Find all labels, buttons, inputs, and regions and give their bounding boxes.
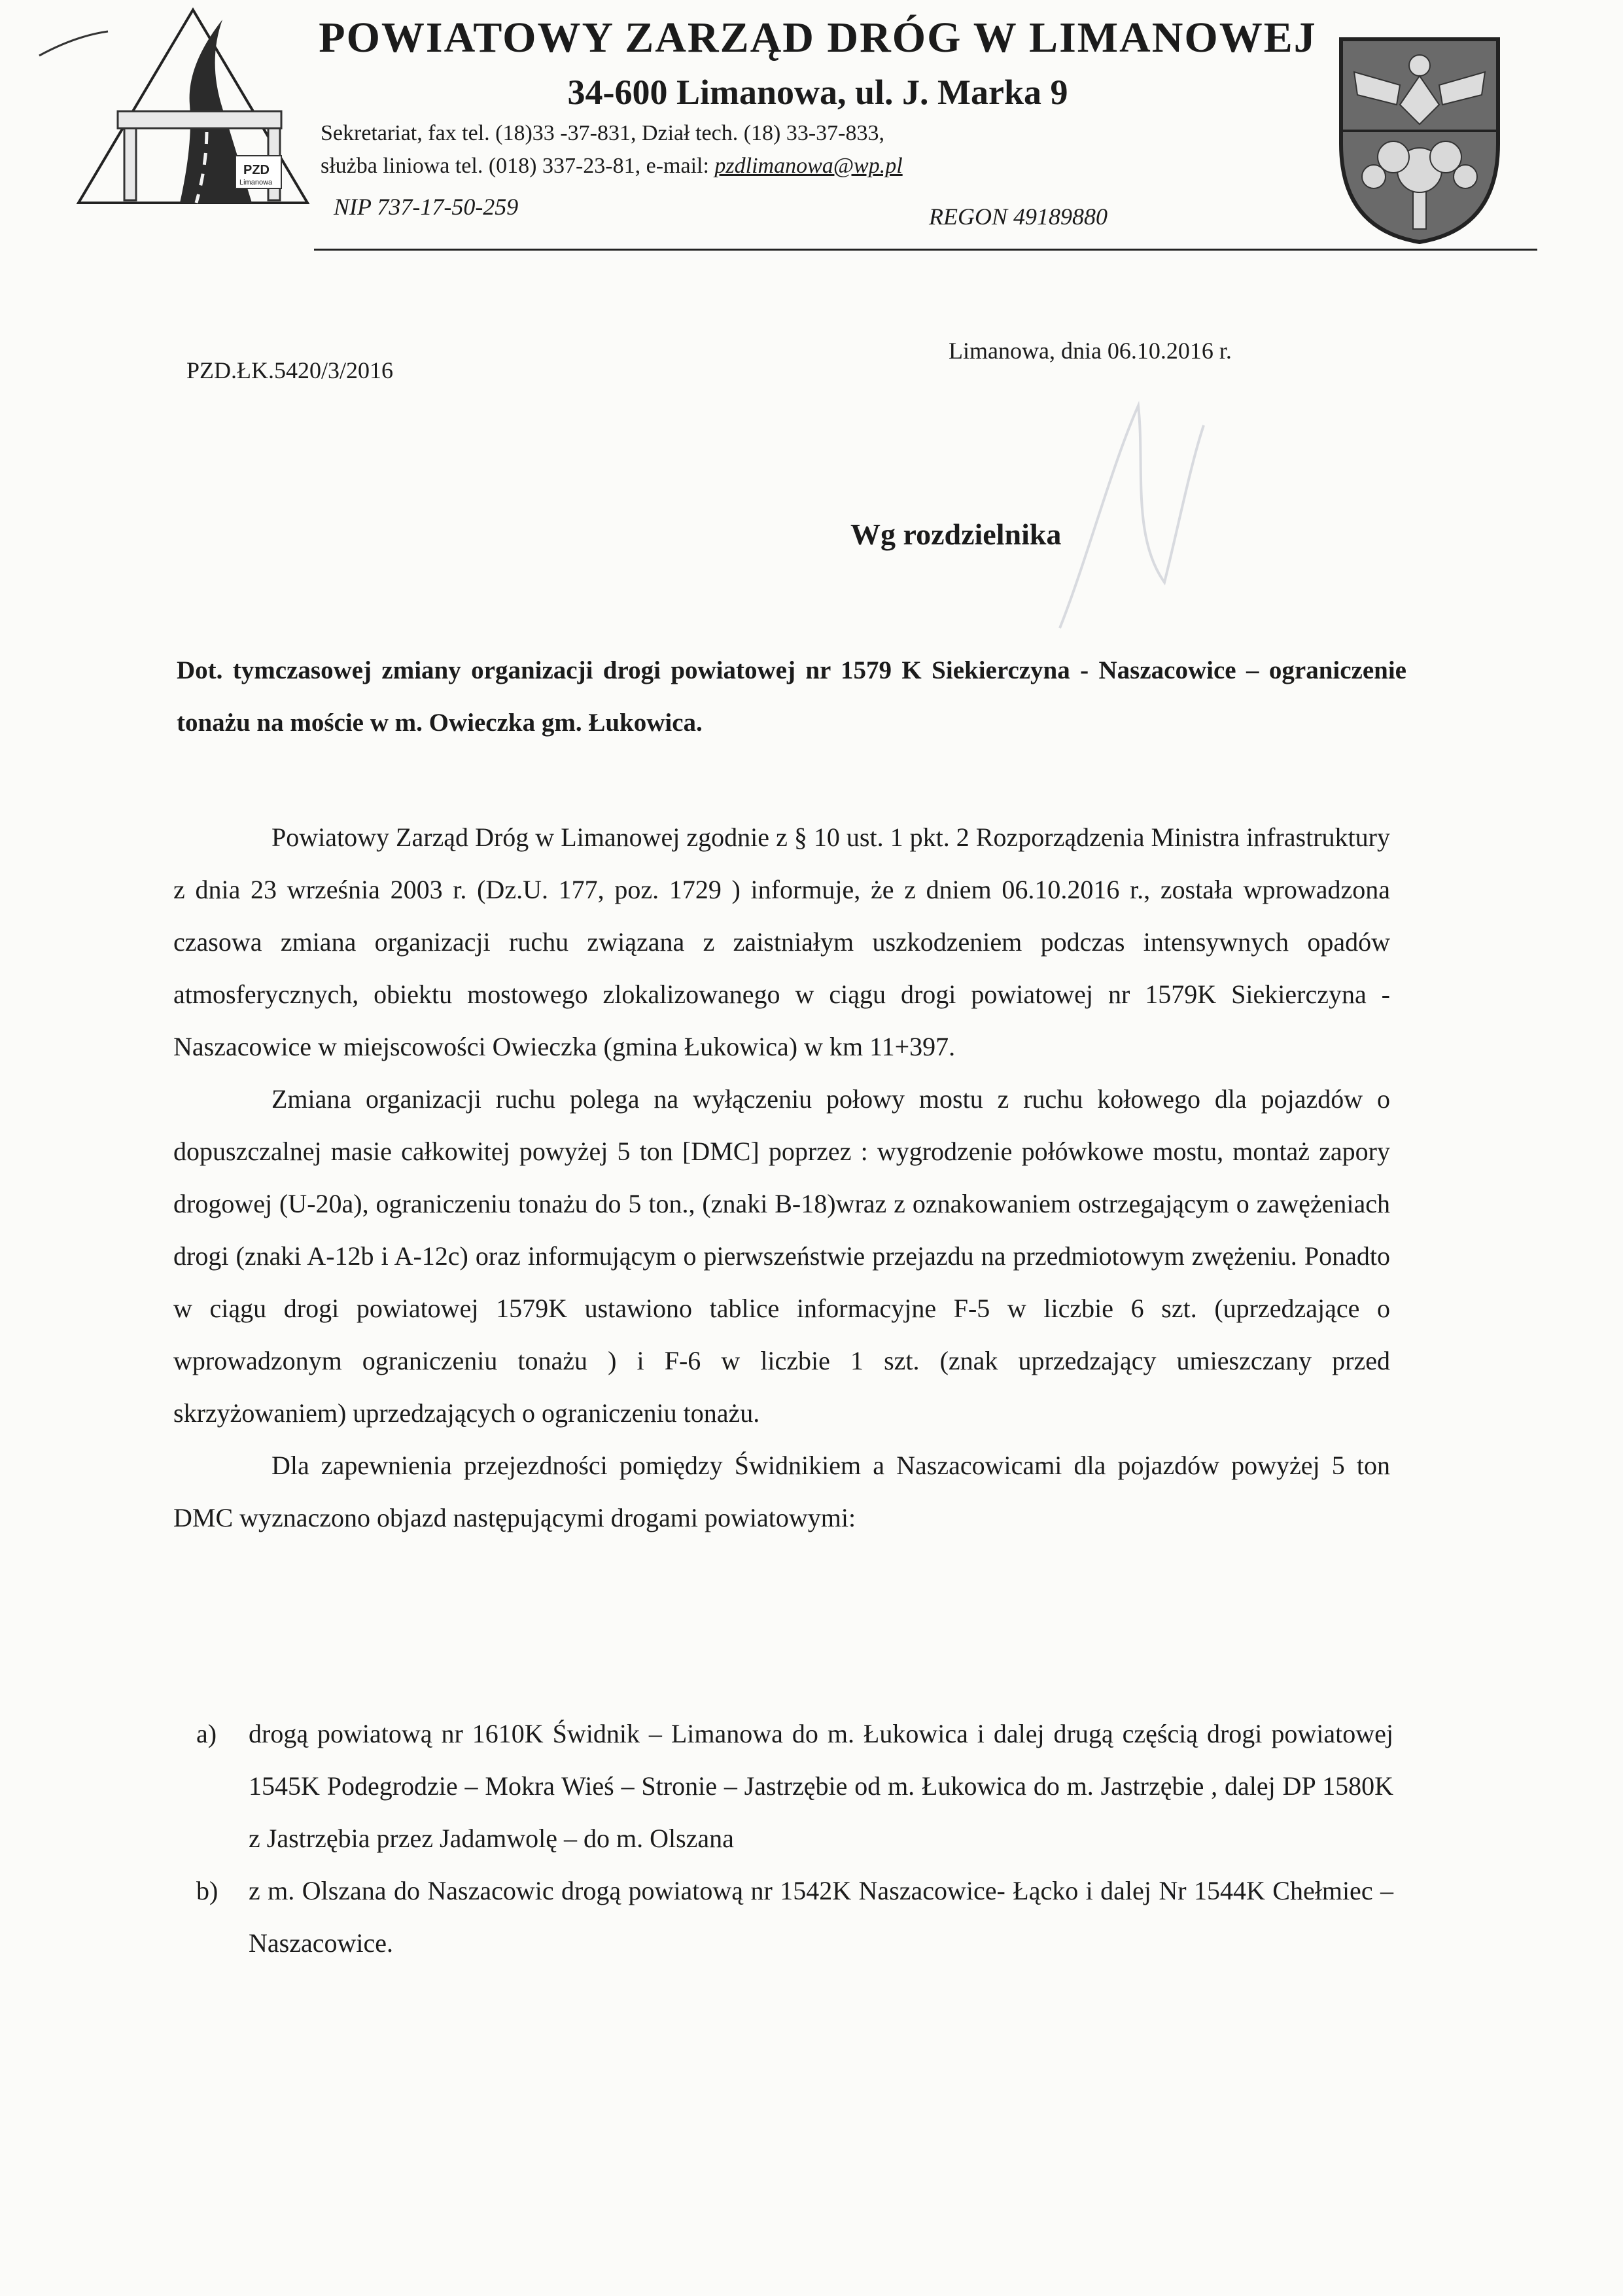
pzd-road-logo [72,7,314,216]
list-item [196,1865,1393,1969]
contact-line-2 [321,154,903,179]
logo-subtext: Limanowa [239,179,273,186]
contact-line-2-text: służba liniowa tel. (018) 337-23-81, e-mail: [321,154,715,178]
letter-date: Limanowa, dnia 06.10.2016 r. [949,338,1232,364]
office-name: POWIATOWY ZARZĄD DRÓG W LIMANOWEJ [319,14,1317,62]
list-item-label: b) [196,1876,218,1905]
list-item-text: z m. Olszana do Naszacowic drogą powiatową nr 1542K Naszacowice- Łącko i dalej Nr 1544K Chełmiec –Naszacowice. [249,1876,1393,1958]
logo-text: PZD [243,163,270,177]
list-item [196,1708,1393,1865]
body-paragraph: Zmiana organizacji ruchu polega na wyłączeniu połowy mostu z ruchu kołowego dla pojazdów o dopuszczalnej masie całkowitej powyżej 5 ton [DMC] poprzez : wygrodzenie połówkowe mostu, montaż zapory drogowej (U-20a), ograniczeniu tonażu do 5 ton., (znaki B-18)wraz z oznakowaniem ostrzegającym o zawężeniach drogi (znaki A-12b i A-12c) oraz informującym o pierwszeństwie przejazdu na przedmiotowym zwężeniu. Ponadto w ciągu drogi powiatowej 1579K ustawiono tablice informacyjne F-5 w liczbie 6 szt. (uprzedzające o wprowadzonym ograniczeniu tonażu ) i F-6 w liczbie 1 szt. (znak uprzedzający umieszczany przed skrzyżowaniem) uprzedzających o ograniczeniu tonażu. [173,1084,1390,1428]
email-link[interactable]: pzdlimanowa@wp.pl [714,154,903,178]
body-paragraph: Dla zapewnienia przejezdności pomiędzy Świdnikiem a Naszacowicami dla pojazdów powyżej 5 ton DMC wyznaczono objazd następującymi drogami powiatowymi: [173,1451,1390,1532]
coat-of-arms-icon [1335,33,1505,249]
list-item-label: a) [196,1719,217,1748]
office-address: 34-600 Limanowa, ul. J. Marka 9 [567,73,1068,112]
recipient: Wg rozdzielnika [850,518,1062,551]
reference-number: PZD.ŁK.5420/3/2016 [186,357,394,383]
show-through-signature [1034,366,1230,641]
nip-number: NIP 737-17-50-259 [334,194,519,220]
body-paragraph: Powiatowy Zarząd Dróg w Limanowej zgodnie z § 10 ust. 1 pkt. 2 Rozporządzenia Ministra infrastruktury z dnia 23 września 2003 r. (Dz.U. 177, poz. 1729 ) informuje, że z dniem 06.10.2016 r., została wprowadzona czasowa zmiana organizacji ruchu związana z zaistniałym uszkodzeniem podczas intensywnych opadów atmosferycznych, obiektu mostowego zlokalizowanego w ciągu drogi powiatowej nr 1579K Siekierczyna - Naszacowice w miejscowości Owieczka (gmina Łukowica) w km 11+397. [173,822,1390,1061]
header-divider [314,249,1537,251]
letter-body [173,811,1390,1544]
regon-number: REGON 49189880 [929,203,1108,230]
contact-line-1: Sekretariat, fax tel. (18)33 -37-831, Dział tech. (18) 33-37-833, [321,121,884,145]
list-item-text: drogą powiatową nr 1610K Świdnik – Limanowa do m. Łukowica i dalej drugą częścią drogi powiatowej 1545K Podegrodzie – Mokra Wieś – Stronie – Jastrzębie od m. Łukowica do m. Jastrzębie , dalej DP 1580K z Jastrzębia przez Jadamwolę – do m. Olszana [249,1719,1393,1853]
detour-list [196,1708,1393,1969]
subject-line: Dot. tymczasowej zmiany organizacji drogi powiatowej nr 1579 K Siekierczyna - Naszacowice – ograniczenie tonażu na moście w m. Owieczka gm. Łukowica. [177,656,1406,737]
